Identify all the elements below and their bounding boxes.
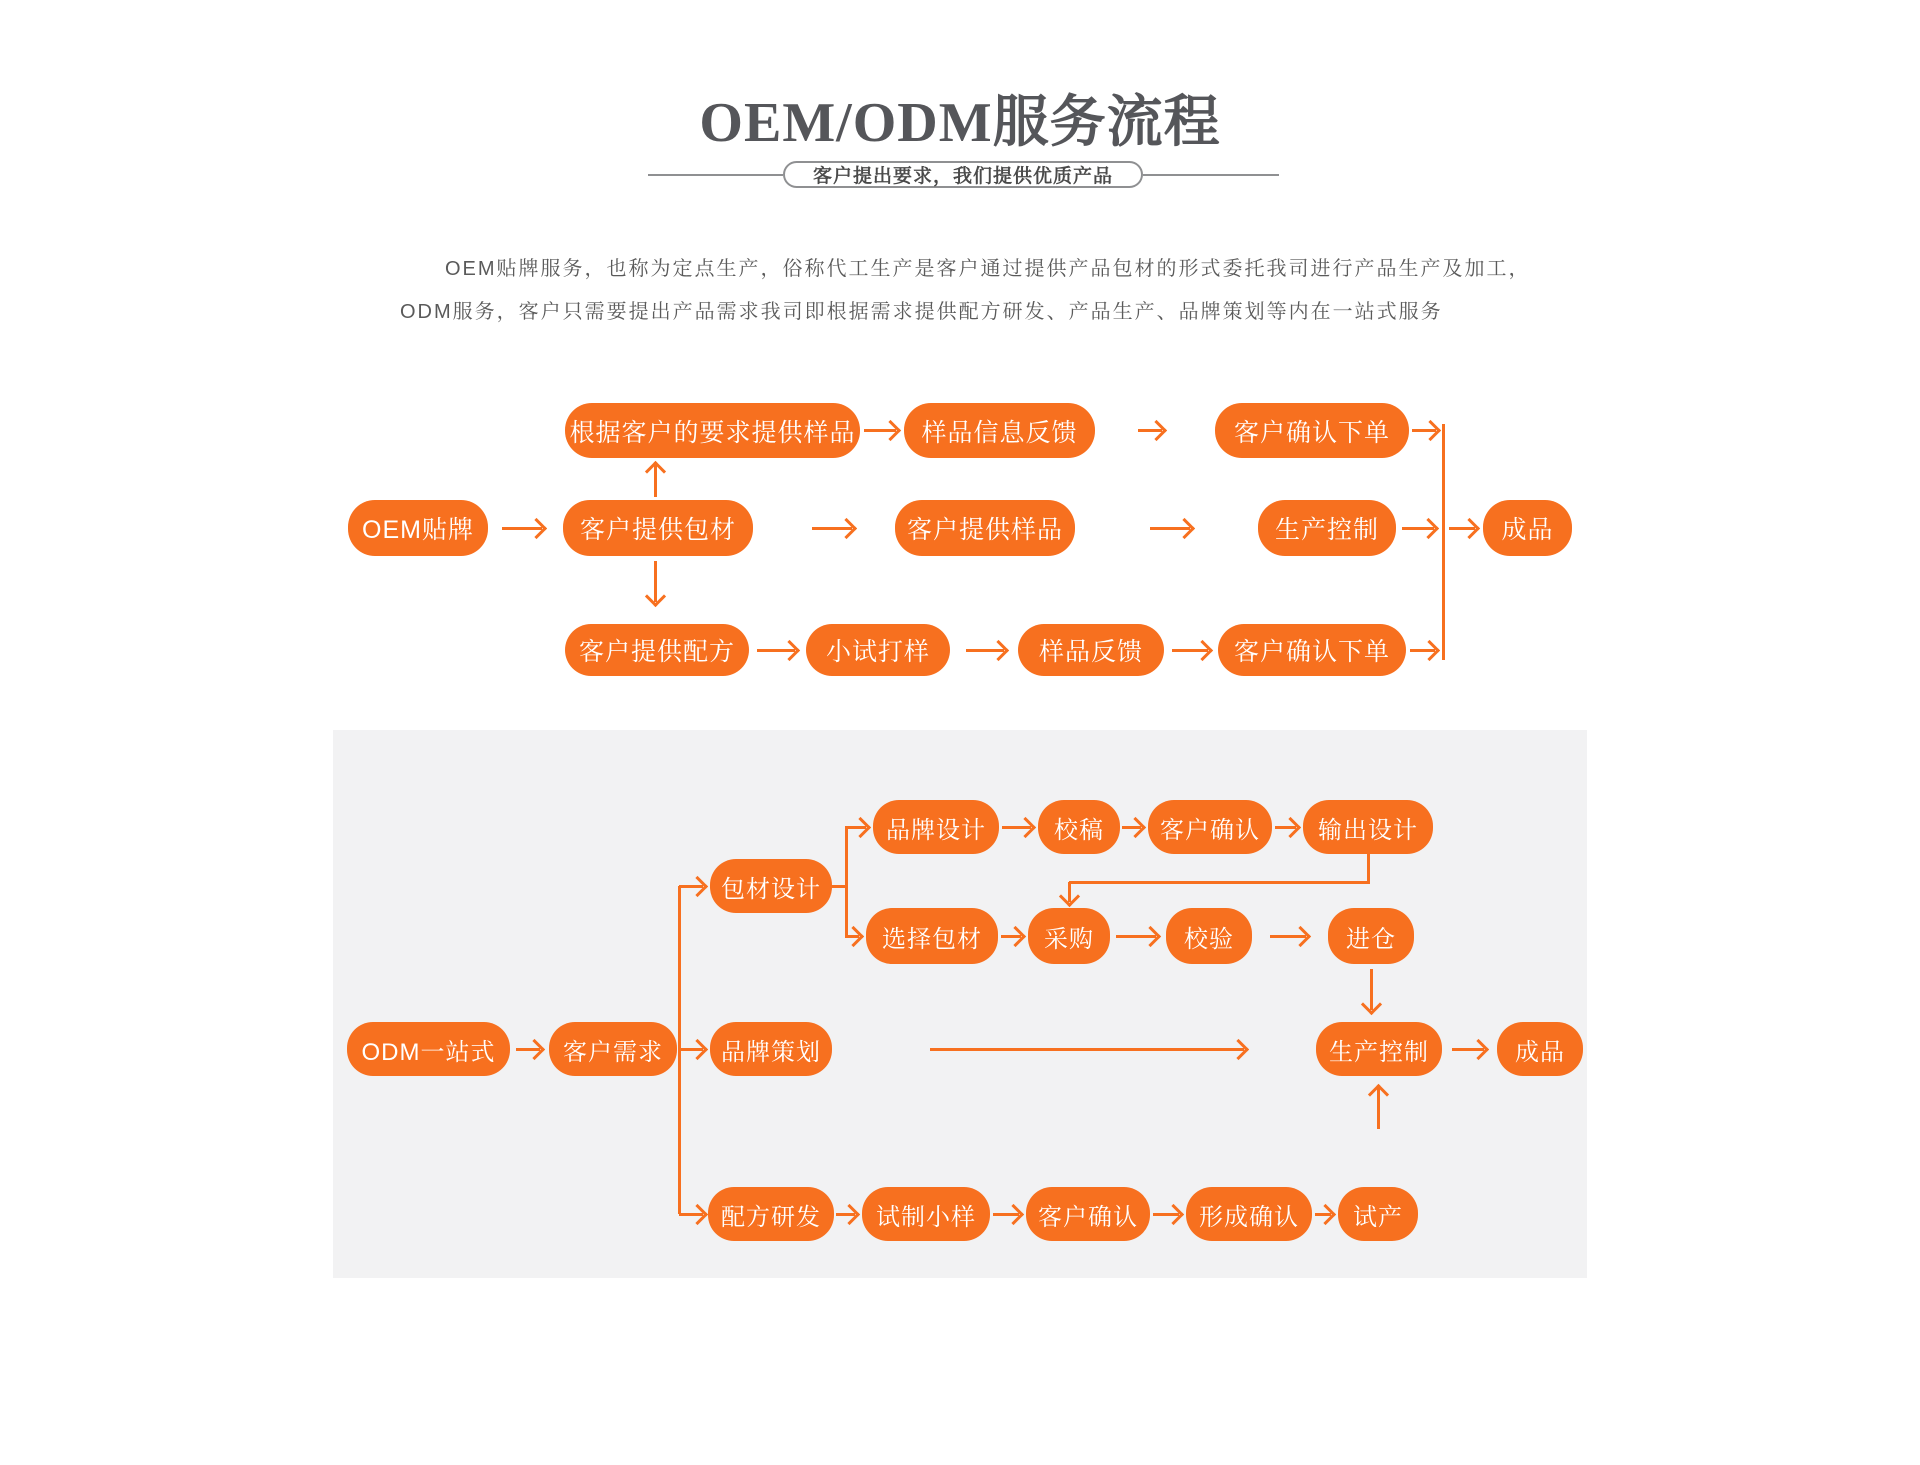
flow-node-shizhi-xiaoyang: 试制小样: [862, 1187, 990, 1241]
connector-line: [966, 649, 1004, 652]
arrow-head-right: [879, 419, 900, 440]
arrow-head-right: [525, 517, 546, 538]
flow-node-xiaoshi-dayang: 小试打样: [806, 624, 950, 676]
flow-node-pinpai-cehua: 品牌策划: [710, 1022, 832, 1076]
flow-node-xingcheng-queren: 形成确认: [1186, 1187, 1312, 1241]
flow-node-oem-label: OEM贴牌: [348, 500, 488, 556]
arrow-head-right: [1458, 517, 1479, 538]
flow-node-jiaogao: 校稿: [1038, 800, 1120, 854]
flow-node-kehu-queren-2: 客户确认: [1026, 1187, 1150, 1241]
arrow-head-right: [1173, 517, 1194, 538]
flow-node-shengchan-kongzhi: 生产控制: [1316, 1022, 1442, 1076]
flow-node-yangpin-xinxi-fankui: 样品信息反馈: [904, 403, 1095, 458]
arrow-head-right: [1419, 419, 1440, 440]
flow-node-genju-yaoqiu-yangpin: 根据客户的要求提供样品: [565, 403, 860, 458]
arrow-head-right: [987, 639, 1008, 660]
flow-node-pinpai-sheji: 品牌设计: [873, 800, 999, 854]
flow-node-baocai-sheji: 包材设计: [710, 859, 832, 913]
flow-node-kehu-queren-xiadan-bottom: 客户确认下单: [1218, 624, 1406, 676]
flow-node-chengpin: 成品: [1497, 1022, 1583, 1076]
arrow-head-down: [644, 585, 665, 606]
page-title: OEM/ODM服务流程: [699, 92, 1221, 154]
connector-line: [1412, 429, 1436, 432]
intro-line-2: ODM服务，客户只需要提出产品需求我司即根据需求提供配方研发、产品生产、品牌策划等内在一站式服务: [400, 301, 1443, 323]
flow-node-kehu-tigong-yangpin: 客户提供样品: [895, 500, 1075, 556]
connector-line: [1449, 527, 1475, 530]
flow-node-odm-label: ODM一站式: [347, 1022, 510, 1076]
connector-line: [654, 465, 657, 497]
arrow-head-right: [1145, 419, 1166, 440]
flow-node-chengpin: 成品: [1483, 500, 1572, 556]
divider-line-left: [648, 174, 783, 176]
tagline-pill: [783, 161, 1143, 188]
connector-line: [502, 527, 542, 530]
arrow-head-right: [835, 517, 856, 538]
flow-node-shengchan-kongzhi: 生产控制: [1258, 500, 1396, 556]
flow-node-yangpin-fankui: 样品反馈: [1018, 624, 1164, 676]
connector-line: [1138, 429, 1162, 432]
flow-node-kehu-queren-xiadan-top: 客户确认下单: [1215, 403, 1409, 458]
connector-line: [1150, 527, 1190, 530]
connector-line: [654, 561, 657, 602]
flow-node-xuanze-baocai: 选择包材: [866, 908, 998, 964]
flow-node-kehu-tigong-peifang: 客户提供配方: [565, 624, 749, 676]
arrow-head-right: [1191, 639, 1212, 660]
connector-line: [1410, 649, 1435, 652]
flow-node-peifang-yanfa: 配方研发: [708, 1187, 834, 1241]
flow-node-kehu-tigong-baocai: 客户提供包材: [563, 500, 753, 556]
flow-node-kehu-xuqiu: 客户需求: [549, 1022, 677, 1076]
connector-line: [1172, 649, 1208, 652]
connector-line: [864, 429, 896, 432]
arrow-head-up: [644, 460, 665, 481]
connector-line: [1442, 424, 1445, 660]
connector-line: [757, 649, 795, 652]
connector-line: [1402, 527, 1434, 530]
flow-node-kehu-queren-1: 客户确认: [1148, 800, 1272, 854]
flow-node-jiaoyan: 校验: [1166, 908, 1252, 964]
connector-line: [812, 527, 852, 530]
arrow-head-right: [778, 639, 799, 660]
flow-node-shuchu-sheji: 输出设计: [1303, 800, 1433, 854]
divider-line-right: [1143, 174, 1279, 176]
tagline-text: 客户提出要求，我们提供优质产品: [812, 166, 1113, 187]
flow-node-shichan: 试产: [1338, 1187, 1418, 1241]
arrow-head-right: [1417, 517, 1438, 538]
flow-node-caigou: 采购: [1028, 908, 1110, 964]
odm-panel-background: [333, 730, 1587, 1278]
flow-node-jincang: 进仓: [1328, 908, 1414, 964]
intro-line-1: OEM贴牌服务，也称为定点生产，俗称代工生产是客户通过提供产品包材的形式委托我司进行产品生产及加工，: [445, 258, 1531, 280]
arrow-head-right: [1418, 639, 1439, 660]
